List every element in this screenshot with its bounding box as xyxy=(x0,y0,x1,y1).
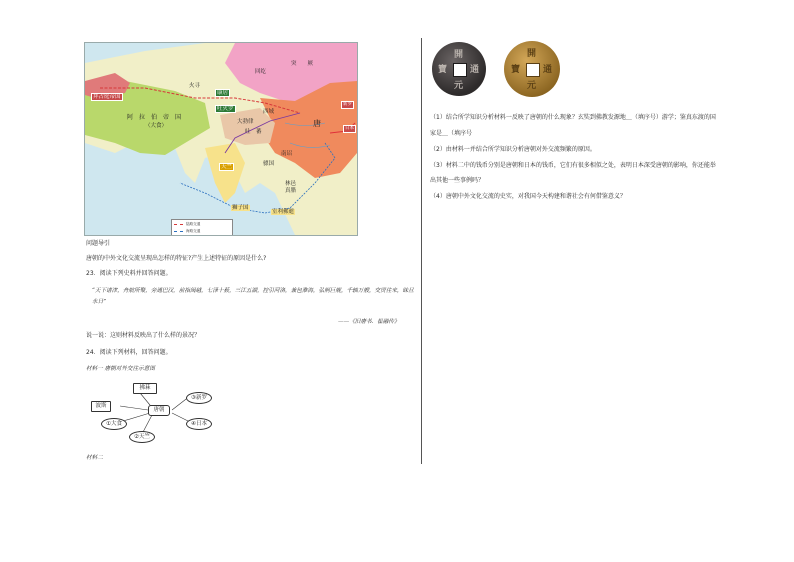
map-label-arab: 阿 拉 伯 帝 国 xyxy=(127,114,182,121)
diagram-node-bosi: 波斯 xyxy=(91,401,111,412)
question-24-4: （4）唐朝中外文化交流的史实，对我国今天构建和谐社会有何借鉴意义？ xyxy=(430,193,626,200)
map-label-kangju: 康居 xyxy=(217,90,229,96)
coin-glyph: 寶 xyxy=(511,65,521,75)
map-legend xyxy=(171,219,233,236)
map-label-shilifoshi: 室利佛逝 xyxy=(272,209,295,215)
question-23-quote: “天下诸津，舟航所聚，旁通巴汉，前指闽越，七泽十薮，三江五湖，控引河洛，兼包淮海，弘舸巨舰，千轴万艘，交贸往来，昧旦永日” xyxy=(92,288,414,305)
coin-glyph: 通 xyxy=(543,65,553,75)
question-23-ask: 说一说：这则材料反映出了什么样的景况？ xyxy=(86,332,201,339)
map-label-byzantine: 拜占庭帝国 xyxy=(93,94,121,100)
material-1-label: 材料一 唐朝对外交往示意图 xyxy=(86,366,155,372)
diagram-node-fulin: 拂菻 xyxy=(133,383,157,394)
map-graphic xyxy=(85,43,357,235)
question-24-title: 24．阅读下列材料，回答问题。 xyxy=(86,349,172,356)
coin-hole xyxy=(526,63,540,77)
question-guide-title: 问题导引 xyxy=(86,240,111,247)
coin-glyph: 元 xyxy=(454,81,464,91)
question-24-3: （3）材料二中的钱币分别是唐朝和日本的钱币，它们有很多相似之处，表明日本深受唐朝的影响，你还能举 xyxy=(430,162,716,169)
map-label-tang: 唐 xyxy=(313,119,321,128)
tang-coin-image xyxy=(432,42,486,96)
coin-glyph: 開 xyxy=(454,50,464,60)
map-label-dali: 大勃律 xyxy=(237,119,254,125)
column-divider xyxy=(421,38,422,464)
diagram-node-xinluo: ③新罗 xyxy=(186,392,212,404)
question-23-source: ——《旧唐书．崔融传》 xyxy=(338,319,400,325)
coin-hole xyxy=(453,63,467,77)
question-24-1: （1）结合所学知识分析材料一反映了唐朝的什么现象？玄奘到佛教发源地＿（填序号）游学；鉴真东渡的国 xyxy=(430,114,716,121)
question-24-3-cont: 出其他一些事例吗？ xyxy=(430,177,485,184)
diagram-node-dashi: ①大食 xyxy=(101,418,127,430)
map-label-xinluo: 新罗 xyxy=(343,102,352,107)
diagram-node-japan: ④日本 xyxy=(186,418,212,430)
map-label-zhenla: 真腊 xyxy=(285,188,297,194)
map-label-linyi: 林邑 xyxy=(285,181,297,187)
coin-glyph: 元 xyxy=(527,81,537,91)
coin-glyph: 通 xyxy=(470,65,480,75)
map-label-japan: 日本 xyxy=(345,126,354,131)
coin-glyph: 開 xyxy=(527,49,537,59)
map-label-shiziguo: 狮子国 xyxy=(232,205,249,211)
diagram-node-center: 唐朝 xyxy=(148,405,170,416)
japan-coin-image xyxy=(504,41,560,97)
map-label-huihe: 回纥 xyxy=(255,69,267,75)
map-label-tianzhu: 天竺 xyxy=(221,164,233,170)
question-24-2: （2）由材料一并结合所学知识分析唐朝对外交流频繁的原因。 xyxy=(430,146,596,153)
map-label-nanzhao: 南诏 xyxy=(281,151,293,157)
coin-glyph: 寶 xyxy=(438,65,448,75)
map-label-tubo: 吐 蕃 xyxy=(245,129,262,135)
legend-item: 陆路交通 xyxy=(186,222,201,226)
map-label-piao: 骠国 xyxy=(263,161,275,167)
question-guide-text: 唐朝的中外文化交流呈现出怎样的特征?产生上述特征的原因是什么? xyxy=(86,255,267,262)
map-label-xiyu: 西域 xyxy=(263,109,275,115)
material-2-label: 材料二 xyxy=(86,455,103,461)
diagram-node-tianzhu: ②天竺 xyxy=(129,431,155,443)
map-label-huozhun: 火寻 xyxy=(189,83,201,89)
map-label-gonggu: 吐火罗 xyxy=(217,106,234,112)
map-label-arab-sub: （大食） xyxy=(145,123,168,129)
question-24-1-cont: 家是＿（填序号 xyxy=(430,130,473,137)
tang-foreign-relations-map xyxy=(84,42,358,236)
question-23-title: 23．阅读下列史料并回答问题。 xyxy=(86,270,172,277)
legend-item: 海路交通 xyxy=(186,229,201,233)
map-label-tujue: 突 厥 xyxy=(291,61,314,67)
